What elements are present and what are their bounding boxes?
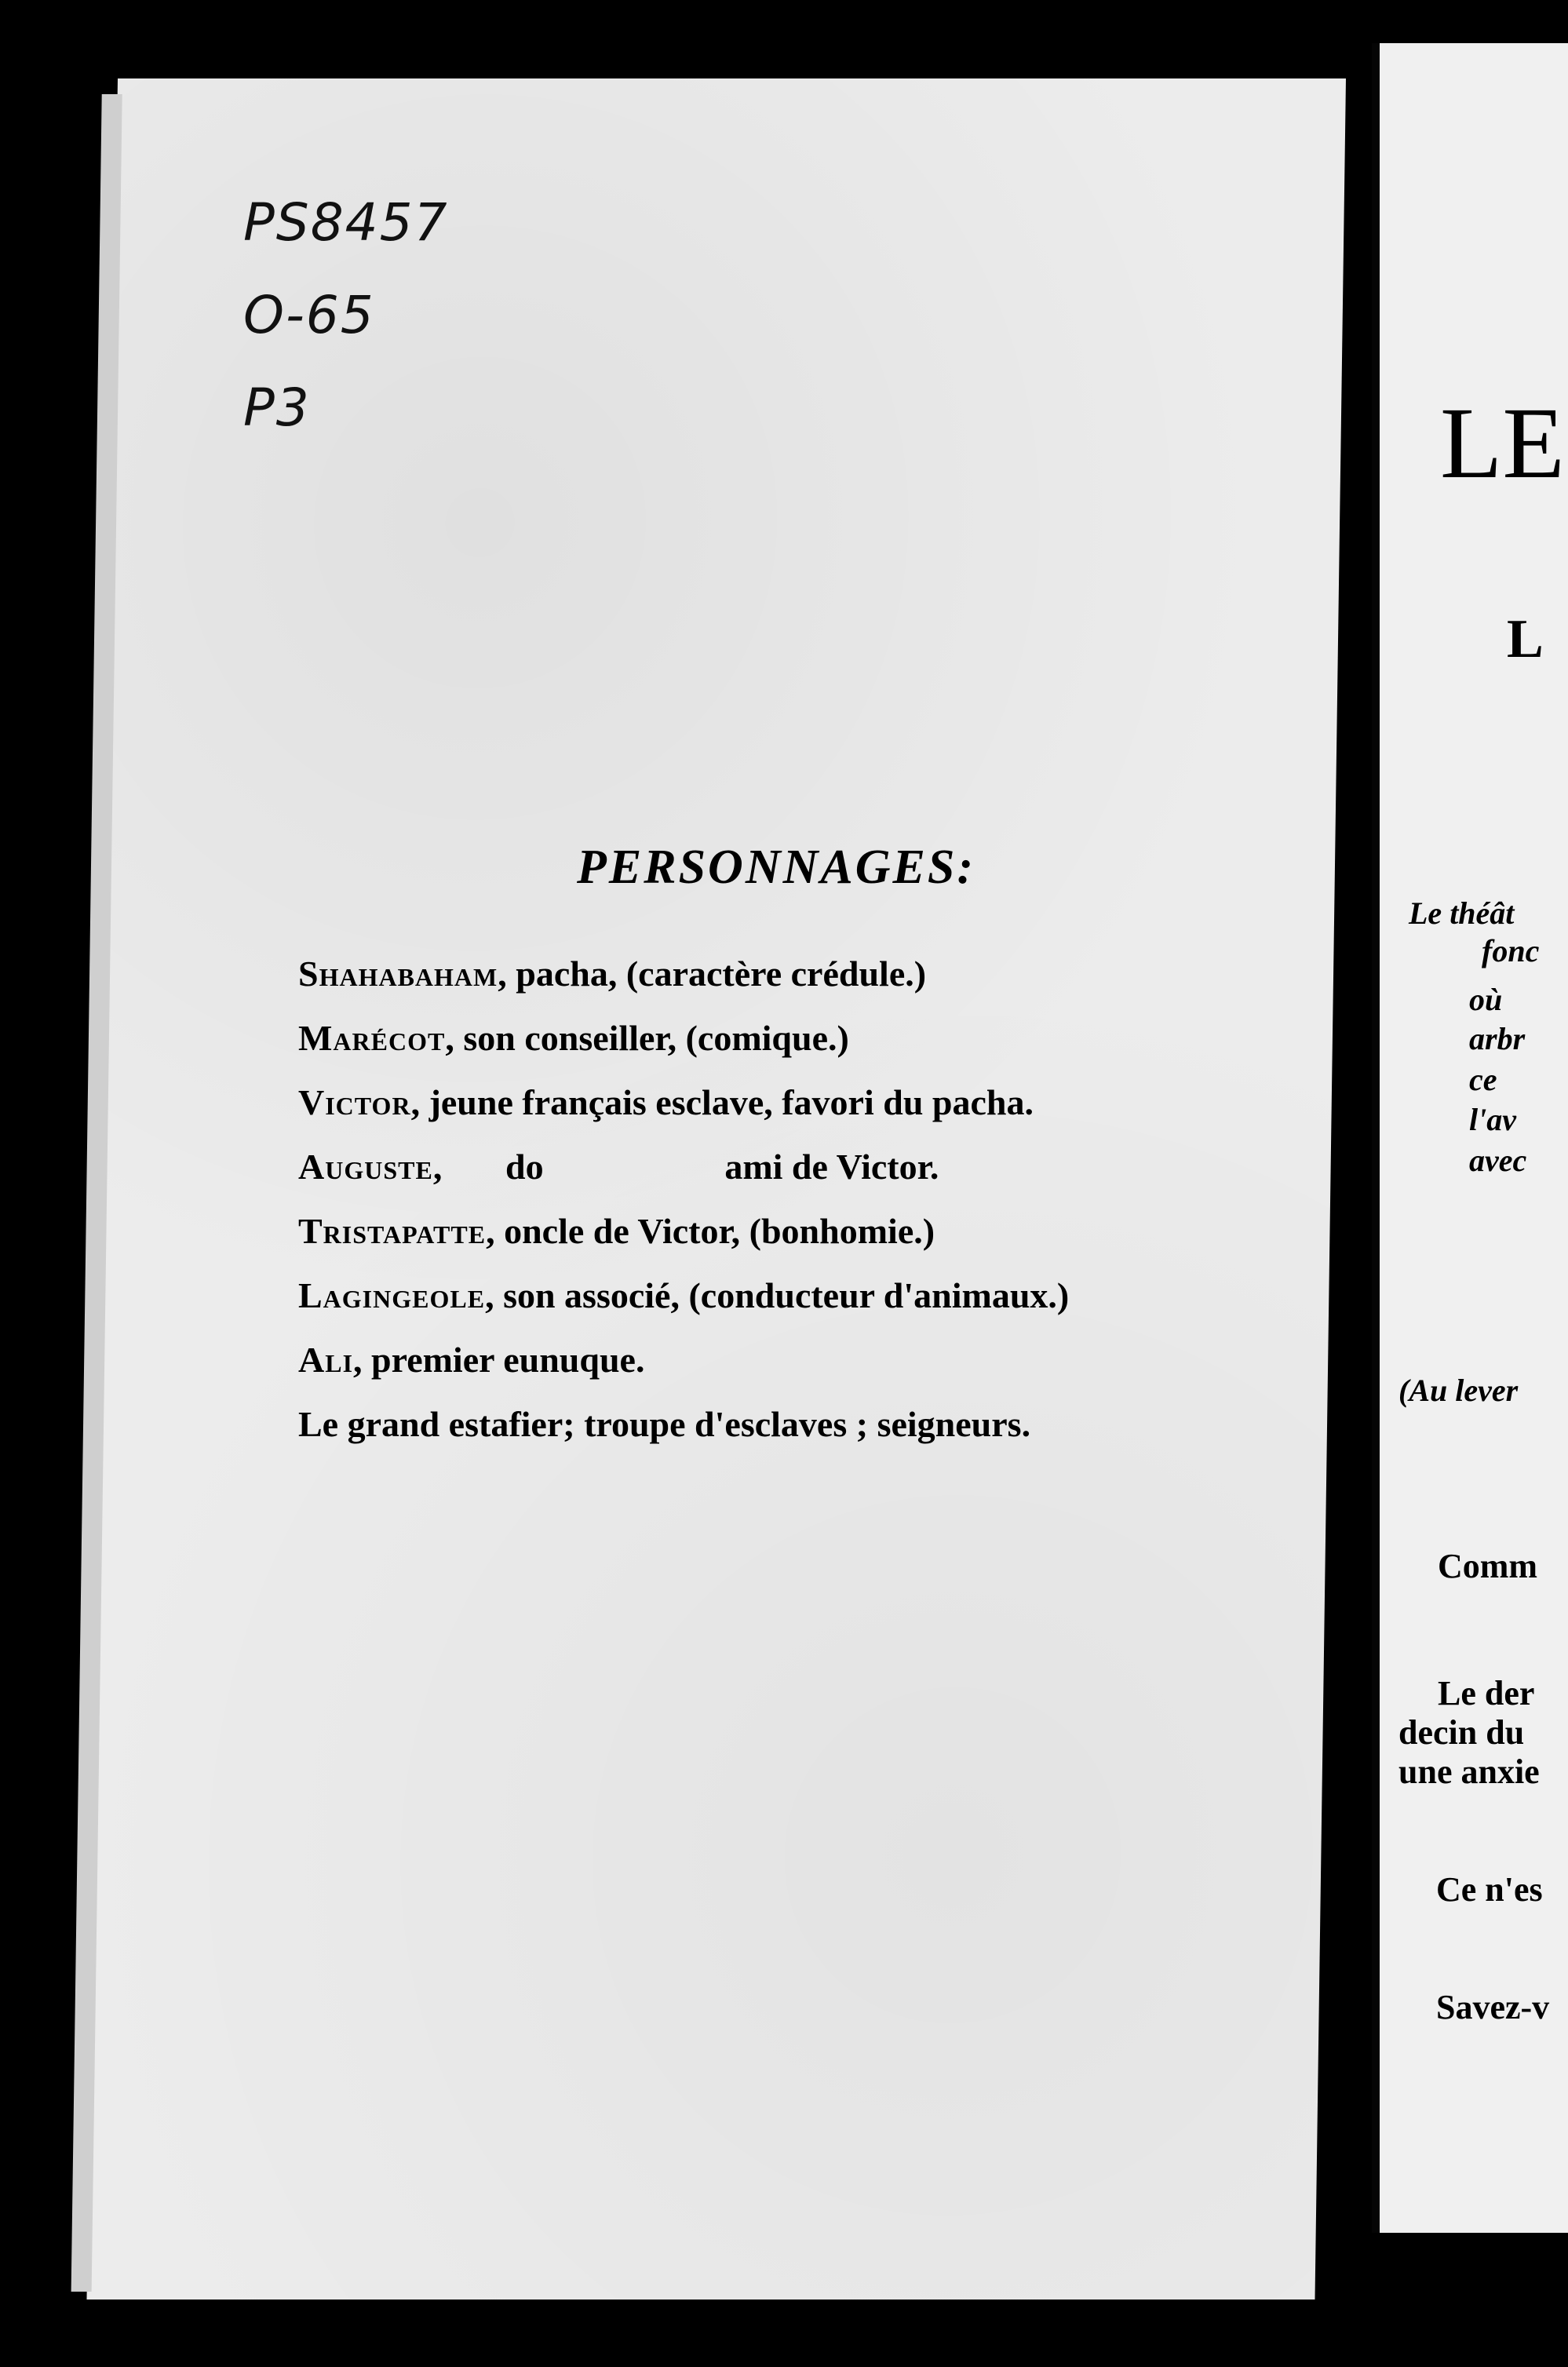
- character-name: Ali: [298, 1340, 354, 1380]
- right-italic-line: l'av: [1469, 1102, 1516, 1137]
- right-italic-line: avec: [1469, 1143, 1527, 1178]
- character-description: , son conseiller, (comique.): [445, 1018, 849, 1058]
- character-description: Le grand estafier; troupe d'esclaves ; seigneurs.: [298, 1404, 1031, 1444]
- character-name: Tristapatte: [298, 1211, 487, 1251]
- character-name: Auguste: [298, 1147, 433, 1187]
- right-body-line: decin du: [1398, 1713, 1525, 1752]
- right-page-title: LE: [1440, 387, 1565, 500]
- cast-list: [298, 942, 1240, 1457]
- cast-entry: [298, 1006, 1240, 1070]
- page-heading: PERSONNAGES:: [577, 841, 975, 894]
- cast-entry: [298, 1070, 1240, 1135]
- character-name: Victor: [298, 1082, 411, 1122]
- stage-direction: (Au lever: [1398, 1373, 1519, 1408]
- right-page-subtitle: L: [1507, 609, 1544, 669]
- cast-entry: [298, 1392, 1240, 1457]
- right-body-line: Savez-v: [1436, 1988, 1550, 2026]
- right-body-line: Ce n'es: [1436, 1870, 1543, 1909]
- right-body-line: une anxie: [1398, 1752, 1540, 1791]
- cast-entry: [298, 1135, 1240, 1199]
- call-number-line: O-65: [243, 285, 375, 345]
- character-description: , pacha, (caractère crédule.): [498, 954, 927, 994]
- character-name: Marécot: [298, 1018, 446, 1058]
- character-description: , jeune français esclave, favori du pacha.: [410, 1082, 1034, 1122]
- character-name: Shahabaham: [298, 954, 498, 994]
- ditto-mark: do: [505, 1147, 544, 1187]
- character-description: , son associé, (conducteur d'animaux.): [485, 1275, 1070, 1315]
- character-name: Lagingeole: [298, 1275, 486, 1315]
- call-number-annotation: [243, 177, 449, 454]
- cast-entry: [298, 1199, 1240, 1264]
- call-number-line: P3: [243, 377, 311, 438]
- right-italic-line: Le théât: [1409, 895, 1515, 931]
- right-body-line: Le der: [1438, 1674, 1535, 1712]
- cast-entry: [298, 942, 1240, 1006]
- cast-entry: [298, 1328, 1240, 1392]
- right-italic-line: arbr: [1469, 1021, 1526, 1056]
- right-italic-line: ce: [1469, 1062, 1497, 1097]
- character-description: ami de Victor.: [724, 1147, 939, 1187]
- cast-entry: [298, 1264, 1240, 1328]
- character-description: , oncle de Victor, (bonhomie.): [486, 1211, 935, 1251]
- name-comma: ,: [432, 1147, 443, 1187]
- right-body-line: Comm: [1438, 1547, 1538, 1585]
- right-italic-line: fonc: [1482, 933, 1540, 968]
- character-description: , premier eunuque.: [353, 1340, 645, 1380]
- call-number-line: PS8457: [243, 192, 449, 253]
- right-italic-line: où: [1469, 982, 1503, 1017]
